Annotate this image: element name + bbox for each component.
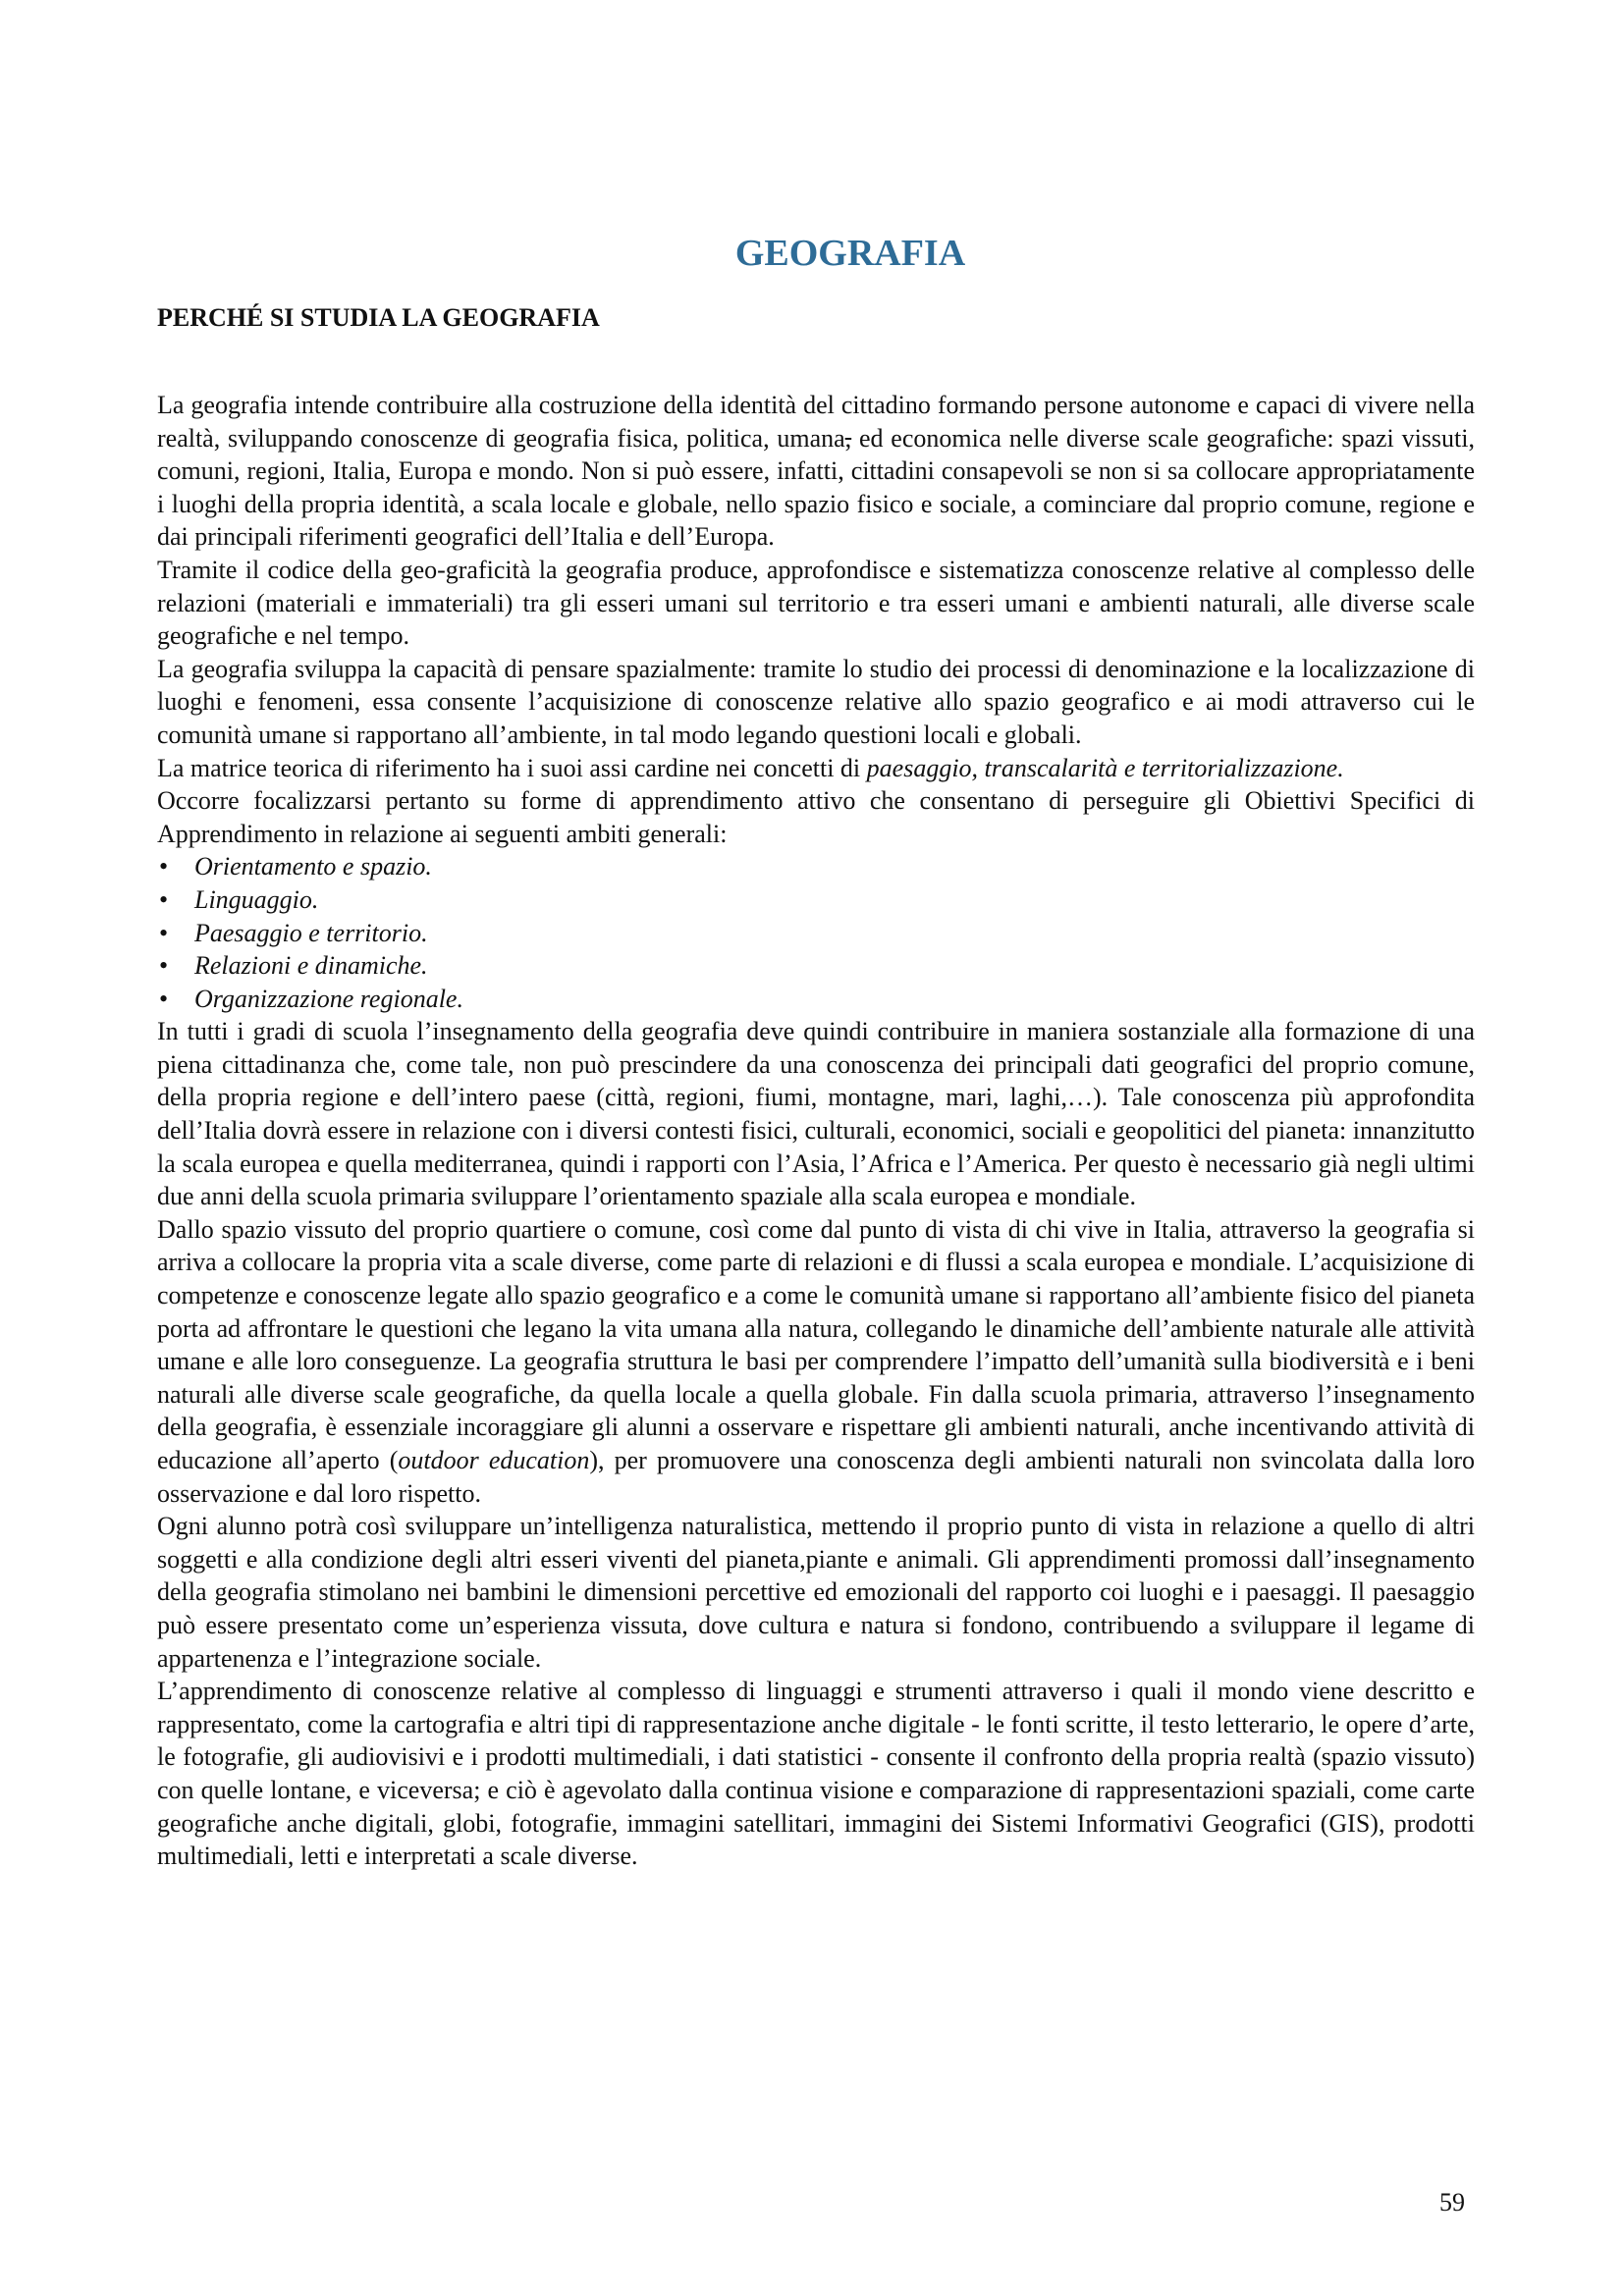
list-item: • Relazioni e dinamiche.: [157, 949, 1475, 983]
emphasis-concepts: paesaggio, transcalarità e territorializzazione.: [866, 753, 1344, 782]
page-title: GEOGRAFIA: [734, 233, 966, 274]
paragraph-1: La geografia intende contribuire alla costruzione della identità del cittadino formando persone autonome e capaci di vivere nella realtà, sviluppando conoscenze di geografia fisica, politica, umana, ed economica nelle diverse scale geografiche: spazi vissuti, comuni, regioni, Italia, Europa e mondo. Non si può essere, infatti, cittadini consapevoli se non si sa collocare appropriatamente i luoghi della propria identità, a scala locale e globale, nello spazio fisico e sociale, a cominciare dal proprio comune, regione e dai principali riferimenti geografici dell’Italia e dell’Europa.: [157, 391, 1475, 552]
paragraph-3: La geografia sviluppa la capacità di pensare spazialmente: tramite lo studio dei processi di denominazione e la localizzazione di luoghi e fenomeni, essa consente l’acquisizione di conoscenze relative allo spazio geografico e ai modi attraverso cui le comunità umane si rapportano all’ambiente, in tal modo legando questioni locali e globali.: [157, 654, 1475, 749]
list-item: • Linguaggio.: [157, 883, 1475, 917]
bullet-icon: •: [159, 918, 169, 947]
list-item: • Paesaggio e territorio.: [157, 917, 1475, 950]
bullet-icon: •: [159, 884, 169, 914]
paragraph-8: Ogni alunno potrà così sviluppare un’intelligenza naturalistica, mettendo il proprio punto di vista in relazione a quello di altri soggetti e alla condizione degli altri esseri viventi del pianeta,piante e animali. Gli apprendimenti promossi dall’insegnamento della geografia stimolano nei bambini le dimensioni percettive ed emozionali del rapporto coi luoghi e i paesaggi. Il paesaggio può essere presentato come un’esperienza vissuta, dove cultura e natura si fondono, contribuendo a sviluppare il legame di appartenenza e l’integrazione sociale.: [157, 1512, 1475, 1673]
ambiti-list: [157, 850, 1475, 1015]
paragraph-4: La matrice teorica di riferimento ha i suoi assi cardine nei concetti di paesaggio, transcalarità e territorializzazione.: [157, 753, 1344, 782]
paragraph-9: L’apprendimento di conoscenze relative al complesso di linguaggi e strumenti attraverso i quali il mondo viene descritto e rappresentato, come la cartografia e altri tipi di rappresentazione anche digitale - le fonti scritte, il testo letterario, le opere d’arte, le fotografie, gli audiovisivi e i prodotti multimediali, i dati statistici - consente il confronto della propria realtà (spazio vissuto) con quelle lontane, e viceversa; e ciò è agevolato dalla continua visione e comparazione di rappresentazioni spaziali, come carte geografiche anche digitali, globi, fotografie, immagini satellitari, immagini dei Sistemi Informativi Geografici (GIS), prodotti multimediali, letti e interpretati a scale diverse.: [157, 1677, 1475, 1871]
section-heading: PERCHÉ SI STUDIA LA GEOGRAFIA: [157, 303, 600, 332]
emphasis-outdoor-education: outdoor education: [398, 1446, 590, 1474]
bullet-icon: •: [159, 951, 169, 981]
list-item: • Orientamento e spazio.: [157, 850, 1475, 883]
document-page: [157, 232, 1475, 1873]
list-item: • Organizzazione regionale.: [157, 983, 1475, 1016]
bullet-icon: •: [159, 852, 169, 881]
paragraph-6: In tutti i gradi di scuola l’insegnamento della geografia deve quindi contribuire in maniera sostanziale alla formazione di una piena cittadinanza che, come tale, non può prescindere da una conoscenza dei principali dati geografici del proprio comune, della propria regione e dell’intero paese (città, regioni, fiumi, montagne, mari, laghi,…). Tale conoscenza più approfondita dell’Italia dovrà essere in relazione con i diversi contesti fisici, culturali, economici, sociali e geopolitici del pianeta: innanzitutto la scala europea e quella mediterranea, quindi i rapporti con l’Asia, l’Africa e l’America. Per questo è necessario già negli ultimi due anni della scuola primaria sviluppare l’orientamento spaziale alla scala europea e mondiale.: [157, 1017, 1475, 1211]
struck-comma: ,: [844, 423, 852, 453]
body-text: [157, 389, 1475, 1873]
page-number: 59: [1439, 2188, 1465, 2216]
paragraph-5: Occorre focalizzarsi pertanto su forme di apprendimento attivo che consentano di perseguire gli Obiettivi Specifici di Apprendimento in relazione ai seguenti ambiti generali:: [157, 786, 1475, 848]
paragraph-2: Tramite il codice della geo-graficità la geografia produce, approfondisce e sistematizza conoscenze relative al complesso delle relazioni (materiali e immateriali) tra gli esseri umani sul territorio e tra esseri umani e ambienti naturali, alle diverse scale geografiche e nel tempo.: [157, 555, 1475, 651]
paragraph-7: Dallo spazio vissuto del proprio quartiere o comune, così come dal punto di vista di chi vive in Italia, attraverso la geografia si arriva a collocare la propria vita a scale diverse, come parte di relazioni e di flussi a scala europea e mondiale. L’acquisizione di competenze e conoscenze legate allo spazio geografico e a come le comunità umane si rapportano all’ambiente fisico del pianeta porta ad affrontare le questioni che legano la vita umana alla natura, collegando le dinamiche dell’ambiente naturale alle attività umane e alle loro conseguenze. La geografia struttura le basi per comprendere l’impatto dell’umanità sulla biodiversità e i beni naturali alle diverse scale geografiche, da quella locale a quella globale. Fin dalla scuola primaria, attraverso l’insegnamento della geografia, è essenziale incoraggiare gli alunni a osservare e rispettare gli ambienti naturali, anche incentivando attività di educazione all’aperto (outdoor education), per promuovere una conoscenza degli ambienti naturali non svincolata dalla loro osservazione e dal loro rispetto.: [157, 1214, 1475, 1508]
bullet-icon: •: [159, 984, 169, 1013]
